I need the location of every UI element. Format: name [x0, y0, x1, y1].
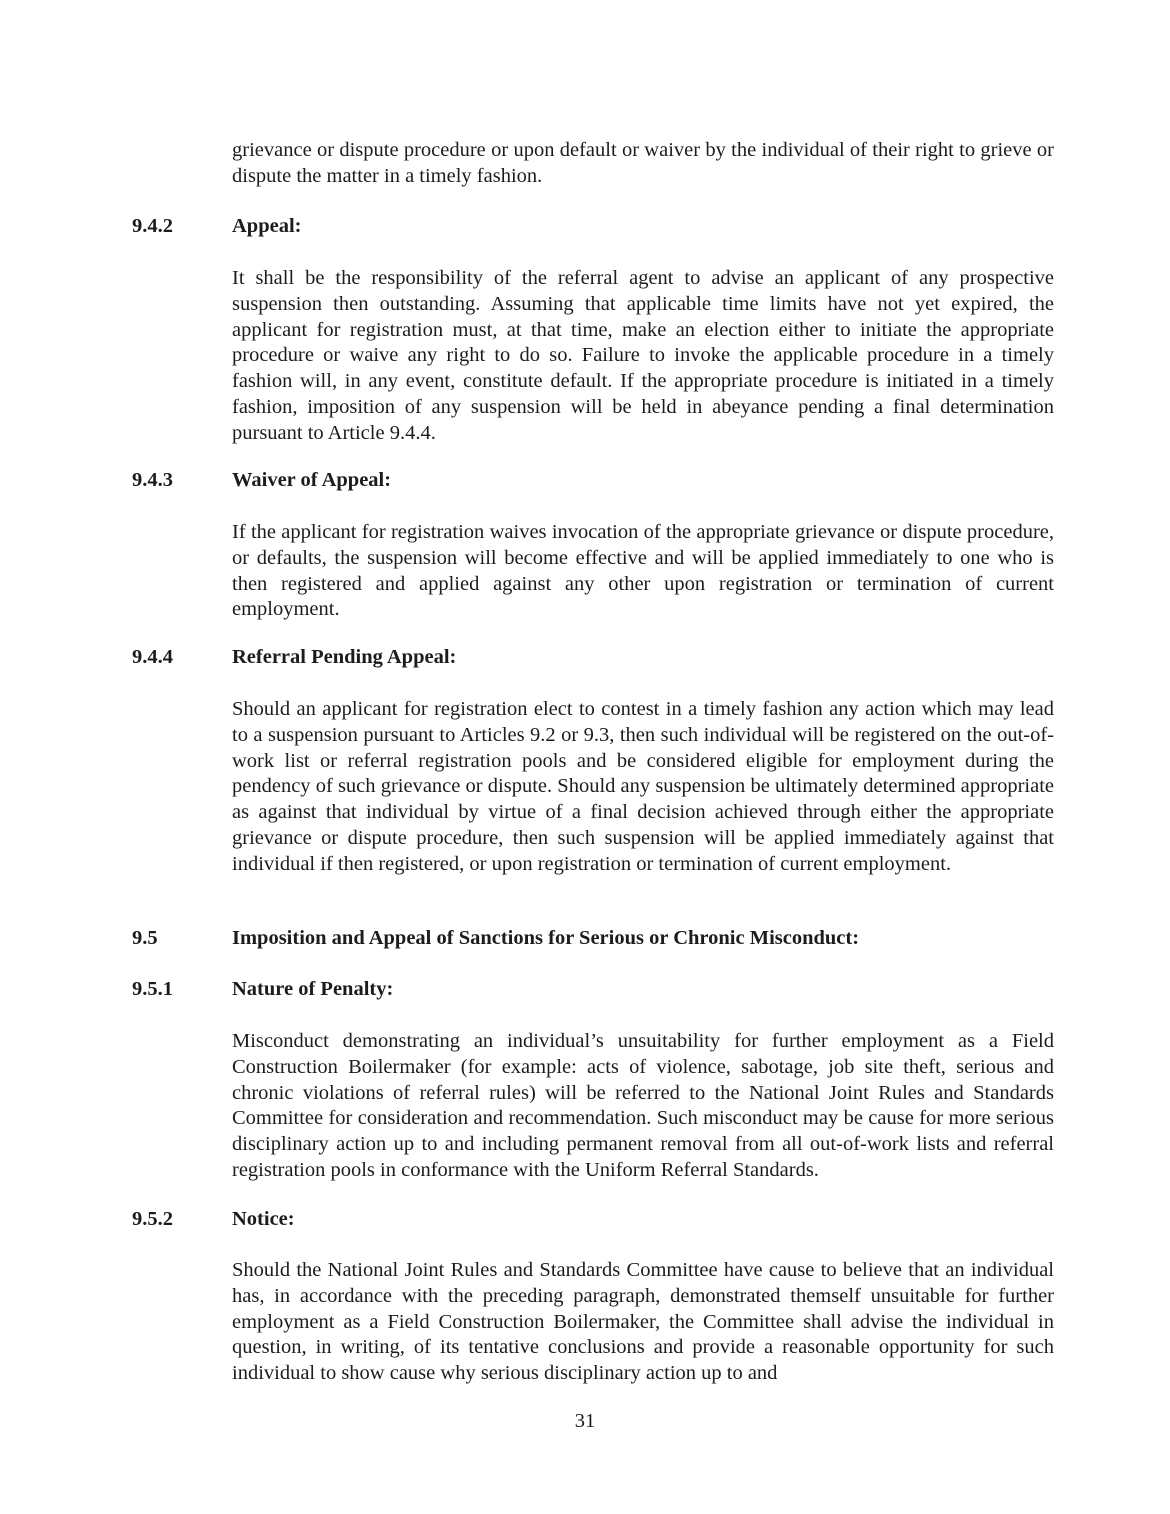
section-body-appeal: It shall be the responsibility of the referral agent to advise an applicant of any prospective suspension then outstanding. Assuming that applicable time limits have not yet expired, the applicant for registration must, at that time, make an election either to initiate the appropriate procedure or waive any right to do so. Failure to invoke the applicable procedure in a timely fashion will, in any event, constitute default. If the appropriate procedure is initiated in a timely fashion, imposition of any suspension will be held in abeyance pending a final determination pursuant to Article 9.4.4. — [232, 267, 1054, 444]
section-body-waiver-of-appeal: If the applicant for registration waives invocation of the appropriate grievance or dispute procedure, or defaults, the suspension will become effective and will be applied immediately to one who is then registered and applied against any other upon registration or termination of current employment. — [232, 521, 1054, 621]
section-number-9-4-2: 9.4.2 — [132, 215, 173, 237]
section-heading-appeal: Appeal: — [232, 215, 302, 237]
section-body-nature-of-penalty: Misconduct demonstrating an individual’s unsuitability for further employment as a Field Construction Boilermaker (for example: acts of violence, sabotage, job site theft, serious and chronic violations of referral rules) will be referred to the National Joint Rules and Standards Committee for consideration and recommendation. Such misconduct may be cause for more serious disciplinary action up to and including permanent removal from all out-of-work lists and referral registration pools in conformance with the Uniform Referral Standards. — [232, 1030, 1054, 1181]
section-heading-notice: Notice: — [232, 1208, 295, 1230]
section-heading-nature-of-penalty: Nature of Penalty: — [232, 978, 394, 1000]
section-heading-imposition-and-appeal: Imposition and Appeal of Sanctions for Serious or Chronic Misconduct: — [232, 927, 860, 949]
section-body-notice: Should the National Joint Rules and Standards Committee have cause to believe that an individual has, in accordance with the preceding paragraph, demonstrated themself unsuitable for further employment as a Field Construction Boilermaker, the Committee shall advise the individual in question, in writing, of its tentative conclusions and provide a reasonable opportunity for such individual to show cause why serious disciplinary action up to and — [232, 1259, 1054, 1385]
section-body-referral-pending-appeal: Should an applicant for registration elect to contest in a timely fashion any action which may lead to a suspension pursuant to Articles 9.2 or 9.3, then such individual will be registered on the out-of-work list or referral registration pools and be considered eligible for employment during the pendency of such grievance or dispute. Should any suspension be ultimately determined appropriate as against that individual by virtue of a final decision achieved through either the appropriate grievance or dispute procedure, then such suspension will be applied immediately against that individual if then registered, or upon registration or termination of current employment. — [232, 698, 1054, 875]
section-heading-referral-pending-appeal: Referral Pending Appeal: — [232, 646, 457, 668]
section-number-9-4-4: 9.4.4 — [132, 646, 173, 668]
intro-paragraph: grievance or dispute procedure or upon default or waiver by the individual of their right to grieve or dispute the matter in a timely fashion. — [232, 139, 1054, 187]
section-number-9-5-1: 9.5.1 — [132, 978, 173, 1000]
section-heading-waiver-of-appeal: Waiver of Appeal: — [232, 469, 392, 491]
section-number-9-5-2: 9.5.2 — [132, 1208, 173, 1230]
page-number: 31 — [574, 1410, 596, 1432]
section-number-9-4-3: 9.4.3 — [132, 469, 173, 491]
section-number-9-5: 9.5 — [132, 927, 158, 949]
